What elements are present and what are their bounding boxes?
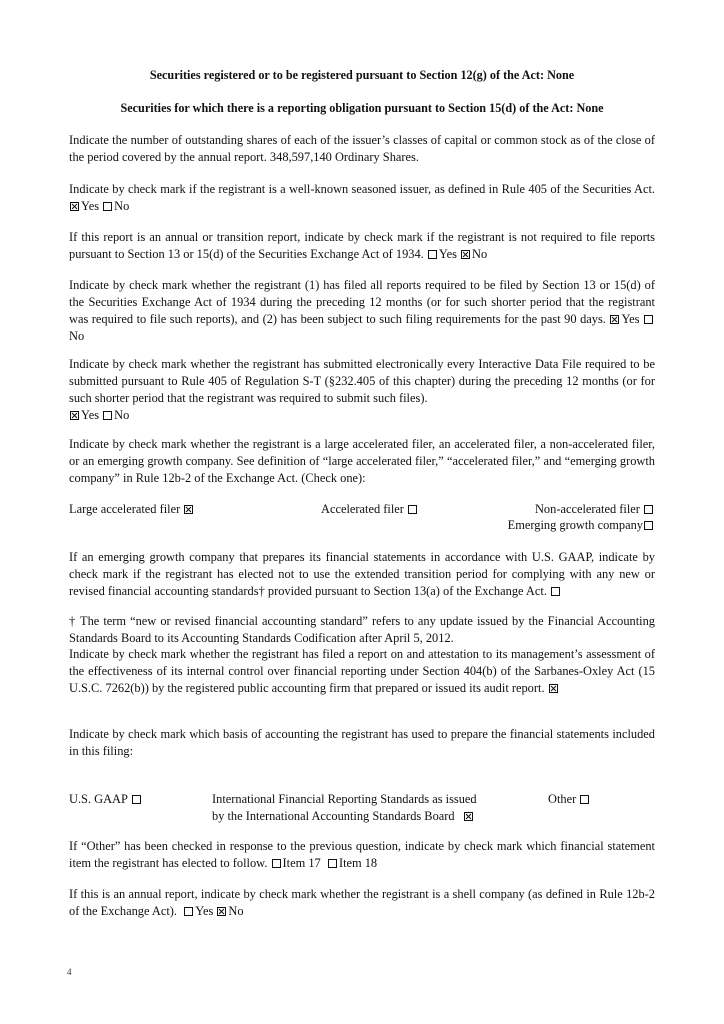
other-basis-checkbox[interactable] [580,795,589,804]
interactive-data-no-checkbox[interactable] [103,411,112,420]
large-accelerated-filer-option [69,501,195,518]
accelerated-filer-checkbox[interactable] [408,505,417,514]
interactive-data-yes-checkbox[interactable] [70,411,79,420]
shell-company-paragraph [69,886,655,920]
non-accelerated-filer-option [535,501,655,518]
not-required-no-checkbox[interactable] [461,250,470,259]
page-number: 4 [67,967,72,977]
wksi-no-checkbox[interactable] [103,202,112,211]
other-item-paragraph [69,838,655,872]
item17-label: Item 17 [282,856,321,870]
us-gaap-label: U.S. GAAP [69,792,128,806]
filed-all-text: Indicate by check mark whether the registrant (1) has filed all reports required to be filed by Section 13 or 15(d) of the Securities Exchange Act of 1934 during the preceding 12 months (or for such shorter period that the registrant was required to file such reports), and (2) has been subject to such filing requirements for the past 90 days. [69,278,655,326]
shell-no-label: No [228,904,244,918]
ifrs-checkbox[interactable] [464,812,473,821]
internal-control-text: Indicate by check mark whether the registrant has filed a report on and attestation to its management’s assessment of the effectiveness of its internal control over financial reporting under Section 404(b) of the Sarbanes-Oxley Act (15 U.S.C. 7262(b)) by the registered public accounting firm that prepared or issued its audit report. [69,647,655,695]
shell-yes-checkbox[interactable] [184,907,193,916]
filer-status-paragraph: Indicate by check mark whether the registrant is a large accelerated filer, an accelerated filer, a non-accelerated filer, or an emerging growth company. See definition of “large accelerated filer,” “accelerated filer,” and “emerging growth company” in Rule 12b-2 of the Exchange Act. (Check one): [69,437,655,485]
wksi-paragraph [69,181,655,215]
internal-control-checkbox[interactable] [549,684,558,693]
item18-label: Item 18 [338,856,378,870]
ifrs-option [212,791,477,825]
wksi-yes-checkbox[interactable] [70,202,79,211]
large-accelerated-filer-checkbox[interactable] [184,505,193,514]
item18-checkbox[interactable] [328,859,337,868]
non-accelerated-filer-checkbox[interactable] [644,505,653,514]
emerging-growth-company-checkbox[interactable] [644,521,653,530]
interactive-data-paragraph [69,356,655,424]
other-item-text: If “Other” has been checked in response to the previous question, indicate by check mark which financial statement item the registrant has elected to follow. [69,839,655,870]
filed-all-no-checkbox[interactable] [644,315,653,324]
item17-checkbox[interactable] [272,859,281,868]
ifrs-label-line2-row [212,808,477,825]
not-required-paragraph [69,229,655,263]
interactive-data-yes-label: Yes [81,408,100,422]
egc-gaap-text: If an emerging growth company that prepares its financial statements in accordance with U.S. GAAP, indicate by check mark if the registrant has elected not to use the extended transition period for complying with any new or revised financial accounting standards† provided pursuant to Section 13(a) of the Exchange Act. [69,550,655,598]
accelerated-filer-label: Accelerated filer [321,502,404,516]
wksi-yes-label: Yes [81,199,100,213]
shell-no-checkbox[interactable] [217,907,226,916]
interactive-data-text: Indicate by check mark whether the registrant has submitted electronically every Interactive Data File required to be submitted pursuant to Rule 405 of Regulation S-T (§232.405 of this chapter) during the preceding 12 months (or for such shorter period that the registrant was required to submit such files). [69,357,655,405]
filed-all-yes-checkbox[interactable] [610,315,619,324]
other-basis-option [548,791,591,808]
not-required-yes-label: Yes [438,247,457,261]
ifrs-label-line1: International Financial Reporting Standards as issued [212,792,477,806]
filed-all-yes-label: Yes [621,312,640,326]
ifrs-label-line2: by the International Accounting Standards Board [212,809,455,823]
shell-yes-label: Yes [195,904,214,918]
internal-control-paragraph [69,646,655,697]
dagger-footnote: † The term “new or revised financial accounting standard” refers to any update issued by the Financial Accounting Standards Board to its Accounting Standards Codification after April 5, 2012. [69,614,655,645]
accelerated-filer-option [321,501,419,518]
us-gaap-checkbox[interactable] [132,795,141,804]
wksi-no-label: No [114,199,130,213]
wksi-text: Indicate by check mark if the registrant is a well-known seasoned issuer, as defined in Rule 405 of the Securities Act. [69,182,655,196]
interactive-data-no-label: No [114,408,130,422]
outstanding-shares-paragraph: Indicate the number of outstanding shares of each of the issuer’s classes of capital or common stock as of the close of the period covered by the annual report. 348,597,140 Ordinary Shares. [69,133,655,164]
not-required-no-label: No [472,247,488,261]
us-gaap-option [69,791,143,808]
heading-section-15d: Securities for which there is a reporting obligation pursuant to Section 15(d) of the Act: None [120,101,604,115]
basis-paragraph: Indicate by check mark which basis of accounting the registrant has used to prepare the financial statements included in this filing: [69,727,655,758]
emerging-growth-company-label: Emerging growth company [507,518,643,532]
filed-all-paragraph [69,277,655,345]
large-accelerated-filer-label: Large accelerated filer [69,502,181,516]
not-required-yes-checkbox[interactable] [428,250,437,259]
filed-all-no-label: No [69,329,85,343]
heading-section-12g: Securities registered or to be registered pursuant to Section 12(g) of the Act: None [149,68,575,82]
not-required-text: If this report is an annual or transition report, indicate by check mark if the registrant is not required to file reports pursuant to Section 13 or 15(d) of the Securities Exchange Act of 1934. [69,230,655,261]
other-basis-label: Other [548,792,577,806]
non-accelerated-filer-label: Non-accelerated filer [534,502,640,516]
egc-gaap-checkbox[interactable] [551,587,560,596]
egc-gaap-paragraph [69,549,655,600]
shell-company-text: If this is an annual report, indicate by check mark whether the registrant is a shell company (as defined in Rule 12b-2 of the Exchange Act). [69,887,655,918]
emerging-growth-company-option [508,517,655,534]
